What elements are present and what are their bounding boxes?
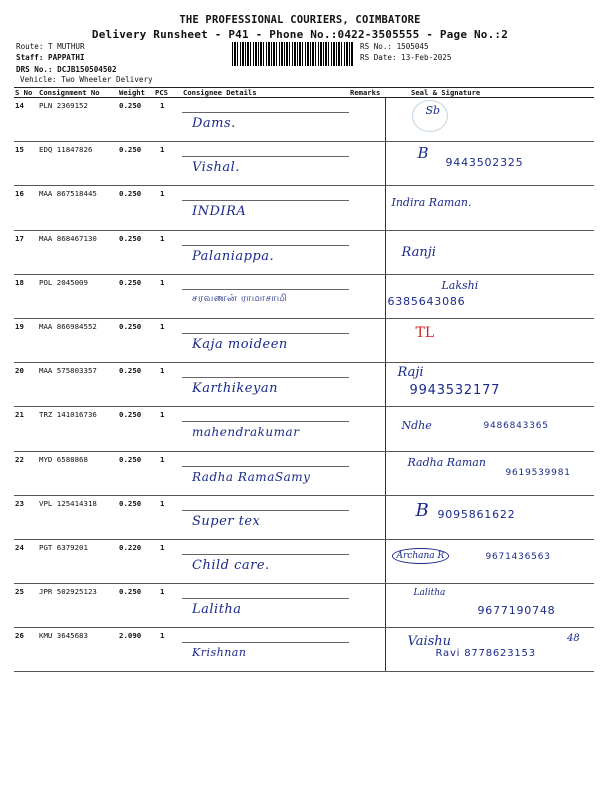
signature-phone: 9443502325 (445, 156, 524, 170)
row-signature-cell (385, 274, 594, 318)
runsheet-table (14, 87, 594, 672)
rs-date: RS Date: 13-Feb-2025 (360, 53, 452, 62)
signature-phone: 9671436563 (485, 551, 551, 562)
row-consignment: TRZ 141016736 (38, 407, 118, 451)
table-row (14, 495, 594, 539)
row-remarks (349, 628, 385, 672)
row-consignee-cell (182, 363, 349, 407)
row-consignee-cell (182, 274, 349, 318)
row-consignment: POL 2045009 (38, 274, 118, 318)
route-label: Route: T MUTHUR (16, 42, 85, 51)
row-pcs: 1 (154, 142, 182, 186)
signature-phone: Ravi 8778623153 (435, 648, 536, 660)
row-weight: 0.250 (118, 363, 154, 407)
row-consignment: PLN 2369152 (38, 98, 118, 142)
row-sno: 17 (14, 230, 38, 274)
table-row (14, 539, 594, 583)
row-consignment: MYD 6588868 (38, 451, 118, 495)
table-row (14, 318, 594, 362)
row-sno: 15 (14, 142, 38, 186)
row-consignee-cell (182, 584, 349, 628)
row-consignment: EDQ 11847826 (38, 142, 118, 186)
row-remarks (349, 407, 385, 451)
consignee-handwriting: Palaniappa. (192, 248, 275, 264)
row-consignee-cell (182, 407, 349, 451)
row-consignee-cell (182, 142, 349, 186)
row-weight: 0.250 (118, 318, 154, 362)
company-title: THE PROFESSIONAL COURIERS, COIMBATORE (179, 14, 421, 26)
consignee-handwriting: Kaja moideen (192, 336, 288, 352)
row-signature-cell (385, 318, 594, 362)
row-sno: 14 (14, 98, 38, 142)
signature-handwriting: Indira Raman. (391, 196, 472, 210)
row-weight: 0.250 (118, 495, 154, 539)
row-signature-cell (385, 142, 594, 186)
signature-handwriting: Sb (425, 104, 441, 117)
header-sno: S No (14, 88, 38, 98)
row-weight: 2.090 (118, 628, 154, 672)
signature-phone: 9486843365 (483, 421, 549, 432)
rs-number: RS No.: 1505045 (360, 42, 429, 51)
row-remarks (349, 451, 385, 495)
signature-handwriting: Raji (397, 365, 424, 381)
signature-phone: 9943532177 (409, 383, 501, 399)
row-remarks (349, 318, 385, 362)
row-weight: 0.250 (118, 451, 154, 495)
row-consignee-cell (182, 318, 349, 362)
header-consignee: Consignee Details (182, 88, 349, 98)
header-weight: Weight (118, 88, 154, 98)
table-row (14, 274, 594, 318)
consignee-handwriting: INDIRA (192, 204, 247, 220)
row-consignment: PGT 6379201 (38, 539, 118, 583)
row-remarks (349, 539, 385, 583)
consignee-handwriting: Super tex (192, 513, 261, 529)
signature-handwriting: Radha Raman (407, 455, 486, 469)
header-signature: Seal & Signature (385, 88, 594, 98)
row-signature-cell (385, 495, 594, 539)
row-signature-cell (385, 584, 594, 628)
row-pcs: 1 (154, 363, 182, 407)
row-weight: 0.250 (118, 407, 154, 451)
row-signature-cell (385, 628, 594, 672)
row-sno: 24 (14, 539, 38, 583)
row-remarks (349, 186, 385, 230)
row-remarks (349, 363, 385, 407)
row-pcs: 1 (154, 628, 182, 672)
row-consignment: MAA 575803357 (38, 363, 118, 407)
header-consignment: Consignment No (38, 88, 118, 98)
consignee-handwriting: Dams. (192, 116, 236, 131)
row-remarks (349, 584, 385, 628)
row-sno: 16 (14, 186, 38, 230)
signature-phone: 9619539981 (505, 467, 571, 478)
table-row (14, 98, 594, 142)
row-weight: 0.250 (118, 584, 154, 628)
row-consignee-cell (182, 495, 349, 539)
table-row (14, 628, 594, 672)
signature-handwriting: Ndhe (401, 419, 432, 433)
row-consignee-cell (182, 186, 349, 230)
row-consignee-cell (182, 539, 349, 583)
row-remarks (349, 495, 385, 539)
row-pcs: 1 (154, 539, 182, 583)
row-pcs: 1 (154, 230, 182, 274)
row-pcs: 1 (154, 98, 182, 142)
signature-handwriting: Lakshi (441, 278, 479, 292)
signature-handwriting: B (417, 144, 429, 163)
row-signature-cell (385, 363, 594, 407)
row-remarks (349, 274, 385, 318)
staff-label: Staff: PAPPATHI (16, 53, 85, 62)
row-pcs: 1 (154, 274, 182, 318)
row-weight: 0.250 (118, 98, 154, 142)
header-remarks: Remarks (349, 88, 385, 98)
signature-phone: 9095861622 (437, 507, 516, 521)
consignee-handwriting: Vishal. (192, 160, 240, 176)
signature-handwriting: Lalitha (413, 588, 446, 599)
row-consignee-cell (182, 628, 349, 672)
row-weight: 0.220 (118, 539, 154, 583)
consignee-handwriting: Child care. (192, 557, 270, 573)
row-sno: 26 (14, 628, 38, 672)
row-consignee-cell (182, 451, 349, 495)
table-row (14, 230, 594, 274)
table-row (14, 407, 594, 451)
row-consignment: MAA 867518445 (38, 186, 118, 230)
consignee-handwriting: Krishnan (192, 646, 247, 660)
barcode (232, 42, 354, 66)
signature-phone: 6385643086 (387, 294, 466, 308)
header-pcs: PCS (154, 88, 182, 98)
table-row (14, 363, 594, 407)
consignee-handwriting: சரவணன் ராமாசாமி (192, 292, 288, 304)
row-signature-cell (385, 407, 594, 451)
row-consignee-cell (182, 98, 349, 142)
row-consignment: VPL 125414318 (38, 495, 118, 539)
signature-handwriting: TL (415, 324, 435, 341)
row-weight: 0.250 (118, 230, 154, 274)
table-row (14, 142, 594, 186)
row-sno: 19 (14, 318, 38, 362)
row-signature-cell (385, 539, 594, 583)
row-pcs: 1 (154, 495, 182, 539)
consignee-handwriting: Radha RamaSamy (192, 469, 311, 484)
runsheet-title: Delivery Runsheet - P41 - Phone No.:0422-3505555 - Page No.:2 (91, 28, 509, 41)
row-remarks (349, 230, 385, 274)
row-sno: 21 (14, 407, 38, 451)
signature-handwriting: B (415, 499, 429, 521)
handwritten-count: 48 (567, 633, 580, 644)
signature-handwriting: Ranji (401, 244, 436, 260)
row-sno: 22 (14, 451, 38, 495)
row-consignment: MAA 866984552 (38, 318, 118, 362)
table-header-row (14, 88, 594, 98)
row-remarks (349, 142, 385, 186)
drs-number: DRS No.: DCJB150504502 (16, 65, 117, 74)
row-sno: 23 (14, 495, 38, 539)
signature-handwriting: Vaishu (407, 634, 452, 650)
row-weight: 0.250 (118, 186, 154, 230)
row-pcs: 1 (154, 451, 182, 495)
row-weight: 0.250 (118, 142, 154, 186)
row-sno: 20 (14, 363, 38, 407)
row-signature-cell (385, 98, 594, 142)
table-row (14, 186, 594, 230)
row-consignee-cell (182, 230, 349, 274)
vehicle-label: Vehicle: Two Wheeler Delivery (20, 75, 153, 84)
consignee-handwriting: mahendrakumar (192, 425, 300, 440)
row-pcs: 1 (154, 318, 182, 362)
row-sno: 18 (14, 274, 38, 318)
row-consignment: MAA 868467130 (38, 230, 118, 274)
signature-phone: 9677190748 (477, 604, 556, 618)
signature-handwriting: Archana R (392, 548, 450, 564)
row-signature-cell (385, 186, 594, 230)
table-row (14, 451, 594, 495)
consignee-handwriting: Lalitha (192, 602, 242, 618)
consignee-handwriting: Karthikeyan (192, 381, 278, 397)
row-consignment: JPR 502925123 (38, 584, 118, 628)
table-row (14, 584, 594, 628)
row-pcs: 1 (154, 584, 182, 628)
row-signature-cell (385, 230, 594, 274)
row-weight: 0.250 (118, 274, 154, 318)
row-pcs: 1 (154, 186, 182, 230)
row-pcs: 1 (154, 407, 182, 451)
row-consignment: KMU 3645683 (38, 628, 118, 672)
row-signature-cell (385, 451, 594, 495)
row-remarks (349, 98, 385, 142)
row-sno: 25 (14, 584, 38, 628)
